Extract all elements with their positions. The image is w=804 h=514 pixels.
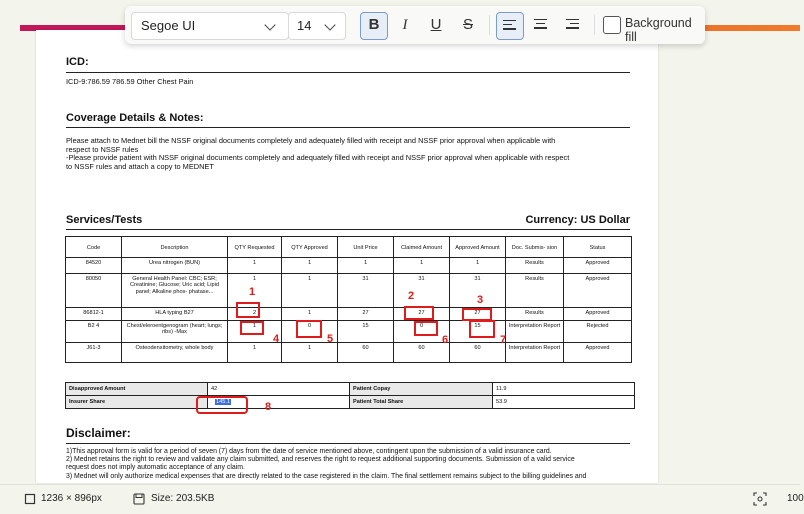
divider — [66, 229, 630, 230]
cell-description: HLA typing B27 — [122, 308, 228, 321]
cell-qty-requested: 1 — [228, 258, 282, 274]
italic-button[interactable]: I — [402, 17, 408, 33]
disclaimer-text — [66, 448, 641, 481]
disapproved-amount-value: 42 — [208, 383, 350, 396]
cell-approved-amount: 60 — [450, 343, 506, 363]
column-header: Approved Amount — [450, 237, 506, 258]
cell-code: 86812-1 — [66, 308, 122, 321]
cell-code: B2 4 — [66, 321, 122, 343]
cell-code: 84520 — [66, 258, 122, 274]
annotation-box — [404, 306, 434, 320]
annotation-label: 3 — [477, 294, 484, 306]
cell-approved-amount: 27 — [450, 308, 506, 321]
disclaimer-line: 1)This approval form is valid for a period of seven (7) days from the date of service mentioned above, contingent upon the submission of a valid insurance card. — [66, 448, 552, 455]
cell-claimed-amount: 31 — [394, 274, 450, 308]
column-header: Description — [122, 237, 228, 258]
annotation-label: 5 — [327, 333, 334, 345]
cell-status: Approved — [564, 343, 632, 363]
underline-button[interactable]: U — [430, 16, 442, 33]
annotation-label: 8 — [265, 401, 272, 413]
save-icon — [133, 493, 145, 505]
text-format-toolbar — [125, 6, 705, 44]
annotation-label: 4 — [273, 333, 280, 345]
disclaimer-heading: Disclaimer: — [66, 426, 131, 440]
cell-claimed-amount: 27 — [394, 308, 450, 321]
cell-description: Urea nitrogen (BUN) — [122, 258, 228, 274]
coverage-line: Please attach to Mednet bill the NSSF original documents completely and adequately filled with receipt and NSSF prior approval when applicable with — [66, 136, 556, 145]
cell-status: Approved — [564, 258, 632, 274]
strikethrough-button[interactable]: S — [462, 16, 473, 33]
cell-description: Chest/eleroentgenogram (heart; lungs; ribs) -Max — [122, 321, 228, 343]
annotation-label: 7 — [500, 334, 507, 346]
chevron-down-icon — [264, 19, 275, 30]
cell-description: General Health Panel: CBC; ESR; Creatinine; Glucose; Uric acid; Lipid panel; Alkaline phos- phatase... — [122, 274, 228, 308]
zoom-level[interactable]: 100 — [787, 493, 804, 504]
services-table — [65, 236, 632, 363]
patient-total-share-value: 53.9 — [493, 396, 635, 409]
coverage-line: -Please provide patient with NSSF original documents completely and adequately filled with receipt and NSSF prior approval when applicable with respect — [66, 153, 570, 163]
align-right-button[interactable] — [560, 12, 586, 38]
align-left-button[interactable] — [496, 12, 524, 40]
cell-approved-amount: 15 — [450, 321, 506, 343]
cell-qty-approved: 1 — [282, 274, 338, 308]
disclaimer-line: 2) Mednet retains the right to review and validate any claim submitted, and reserves the right to request additional supporting documents. Submission of a valid service — [66, 456, 575, 464]
dimensions-icon — [24, 493, 36, 505]
background-fill-checkbox[interactable] — [603, 16, 621, 34]
column-header: QTY Requested — [228, 237, 282, 258]
separator — [489, 15, 490, 35]
icd-value: ICD-9:786.59 786.59 Other Chest Pain — [66, 77, 194, 86]
cell-qty-approved: 1 — [282, 343, 338, 363]
table-row — [66, 258, 632, 274]
font-size-value: 14 — [297, 18, 312, 33]
patient-total-share-label: Patient Total Share — [350, 396, 493, 409]
summary-table — [65, 382, 635, 409]
column-header: Status — [564, 237, 632, 258]
cell-qty-approved: 1 — [282, 308, 338, 321]
cell-qty-requested: 1 — [228, 321, 282, 343]
table-row — [66, 343, 632, 363]
cell-unit-price: 31 — [338, 274, 394, 308]
coverage-line: respect to NSSF rules — [66, 144, 139, 154]
cell-qty-requested: 2 — [228, 308, 282, 321]
fit-to-window-icon[interactable] — [753, 492, 767, 506]
disclaimer-line: 3) Mednet will only authorize medical expenses that are directly related to the case registered in the claim. The final settlement remains subject to the billing guidelines and — [66, 472, 587, 480]
disclaimer-line: request does not imply automatic acceptance of any claim. — [66, 464, 245, 472]
icd-heading: ICD: — [66, 56, 89, 68]
insurer-share-label: Insurer Share — [66, 396, 208, 409]
divider — [66, 443, 630, 444]
insurer-share-value[interactable]: 145.1 — [216, 399, 230, 405]
table-header-row — [66, 237, 632, 258]
coverage-heading: Coverage Details & Notes: — [66, 112, 204, 124]
separator — [594, 15, 595, 35]
patient-copay-label: Patient Copay — [350, 383, 493, 396]
annotation-box — [414, 321, 438, 336]
cell-unit-price: 1 — [338, 258, 394, 274]
column-header: Unit Price — [338, 237, 394, 258]
image-dimensions: 1236 × 896px — [41, 493, 102, 504]
align-right-icon — [566, 19, 579, 30]
table-row — [66, 274, 632, 308]
coverage-notes — [66, 137, 636, 171]
column-header: QTY Approved — [282, 237, 338, 258]
align-left-icon — [503, 20, 516, 31]
chevron-down-icon — [324, 19, 335, 30]
align-center-button[interactable] — [528, 12, 554, 38]
annotation-box — [236, 302, 260, 318]
cell-doc-submission: Results — [506, 258, 564, 274]
patient-copay-value: 11.9 — [493, 383, 635, 396]
cell-claimed-amount: 60 — [394, 343, 450, 363]
font-family-value: Segoe UI — [141, 18, 196, 33]
cell-qty-approved: 1 — [282, 258, 338, 274]
cell-doc-submission: Interpretation Report — [506, 321, 564, 343]
cell-unit-price: 60 — [338, 343, 394, 363]
cell-approved-amount: 31 — [450, 274, 506, 308]
cell-qty-approved: 0 — [282, 321, 338, 343]
cell-doc-submission: Results — [506, 274, 564, 308]
cell-status: Rejected — [564, 321, 632, 343]
cell-qty-requested: 1 — [228, 343, 282, 363]
cell-claimed-amount: 1 — [394, 258, 450, 274]
table-row — [66, 308, 632, 321]
file-size: Size: 203.5KB — [151, 493, 215, 504]
annotation-label: 6 — [442, 334, 449, 346]
cell-doc-submission: Interpretation Report — [506, 343, 564, 363]
divider — [66, 72, 630, 73]
cell-approved-amount: 1 — [450, 258, 506, 274]
summary-row — [66, 396, 635, 409]
coverage-line: to NSSF rules and attach a copy to MEDNET — [66, 161, 214, 171]
summary-row — [66, 383, 635, 396]
annotation-box — [196, 396, 248, 414]
font-family-dropdown[interactable] — [131, 12, 289, 40]
disapproved-amount-label: Disapproved Amount — [66, 383, 208, 396]
annotation-box — [469, 320, 495, 338]
cell-status: Approved — [564, 274, 632, 308]
table-row — [66, 321, 632, 343]
cell-code: 80050 — [66, 274, 122, 308]
annotation-label: 2 — [408, 290, 415, 302]
column-header: Doc. Submis- sion — [506, 237, 564, 258]
align-center-icon — [534, 19, 547, 30]
status-bar — [0, 484, 804, 514]
annotation-box — [296, 320, 322, 338]
column-header: Claimed Amount — [394, 237, 450, 258]
background-fill-label[interactable]: Background fill — [625, 16, 692, 44]
cell-unit-price: 27 — [338, 308, 394, 321]
cell-unit-price: 15 — [338, 321, 394, 343]
cell-doc-submission: Results — [506, 308, 564, 321]
font-size-dropdown[interactable] — [288, 12, 346, 40]
divider — [66, 127, 630, 128]
annotation-label: 1 — [249, 286, 256, 298]
cell-status: Approved — [564, 308, 632, 321]
services-heading: Services/Tests — [66, 214, 143, 226]
bold-button[interactable]: B — [360, 12, 388, 40]
cell-code: J61-3 — [66, 343, 122, 363]
cell-claimed-amount: 0 — [394, 321, 450, 343]
document-page — [36, 30, 658, 483]
cell-qty-requested: 1 — [228, 274, 282, 308]
column-header: Code — [66, 237, 122, 258]
annotation-box — [240, 321, 264, 335]
cell-description: Osteodensitometry, whole body — [122, 343, 228, 363]
currency-label: Currency: US Dollar — [525, 214, 630, 226]
